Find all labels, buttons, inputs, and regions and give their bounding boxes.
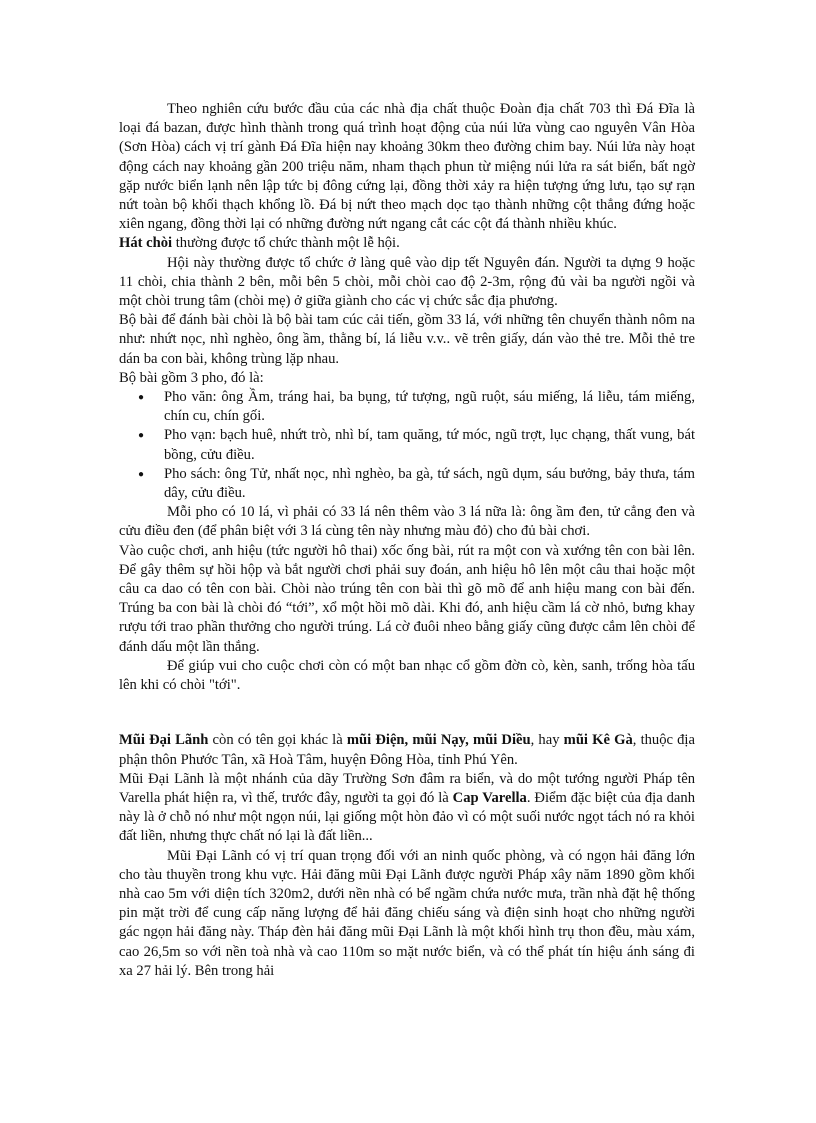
- paragraph-mui-dai-lanh: [119, 731, 695, 769]
- blank-space: [119, 695, 695, 731]
- list-item-text: Pho văn: ông Ầm, tráng hai, ba bụng, tứ tượng, ngũ ruột, sáu miếng, lá liễu, tám miếng, chín cu, chín gối.: [164, 389, 695, 425]
- paragraph-hat-choi-heading: [119, 234, 695, 253]
- paragraph-hoi: Hội này thường được tổ chức ở làng quê vào dịp tết Nguyên đán. Người ta dựng 9 hoặc 11 chòi, chia thành 2 bên, mỗi bên 5 chòi, mỗi chòi cao độ 2-3m, rộng đủ vài ba người ngồi và một chòi trung tâm (chòi mẹ) ở giữa giành cho các vị chức sắc địa phương.: [119, 254, 695, 310]
- list-item: [138, 388, 695, 426]
- paragraph-moi-pho: Mỗi pho có 10 lá, vì phải có 33 lá nên thêm vào 3 lá nữa là: ông ầm đen, tử cẳng đen và cửu điều đen (để phân biệt với 3 lá cùng tên này nhưng màu đỏ) cho đủ bài chơi.: [119, 504, 695, 540]
- hat-choi-bold: Hát chòi: [119, 235, 173, 252]
- list-item: [138, 465, 695, 503]
- text-run: , thuộc địa phận thôn Phước Tân, xã Hoà Tâm, huyện Đông Hòa, tỉnh Phú Yên.: [119, 732, 695, 768]
- paragraph-ban-nhac: Để giúp vui cho cuộc chơi còn có một ban nhạc cổ gồm đờn cò, kèn, sanh, trống hòa tấu lên khi có chòi "tới".: [119, 657, 695, 694]
- list-item: [138, 426, 695, 464]
- text-run: còn có tên gọi khác là: [208, 732, 347, 749]
- list-item-text: Pho sách: ông Tử, nhất nọc, nhì nghèo, ba gà, tứ sách, ngũ dụm, sáu bưởng, bảy thưa, tám dây, cửu điều.: [164, 465, 695, 502]
- alt-names-bold: mũi Điện, mũi Nạy, mũi Diều: [346, 732, 531, 749]
- text-run: . Điểm đặc biệt của địa danh này là ở chỗ nó như một ngọn núi, lại giống một hòn đảo vì có một suối nước ngọt tách nó ra khỏi đất liền, nhưng thực chất nó lại là đất liền...: [119, 789, 695, 845]
- list-item-text: Pho vạn: bạch huê, nhứt trò, nhì bí, tam quăng, tứ móc, ngũ trợt, lục chạng, thất vung, bát bồng, cửu điều.: [164, 427, 695, 463]
- paragraph-hai-dang: Mũi Đại Lãnh có vị trí quan trọng đối với an ninh quốc phòng, và có ngọn hải đăng lớn cho tàu thuyền trong khu vực. Hải đăng mũi Đại Lãnh được người Pháp xây năm 1890 gồm khối nhà cao 5m với diện tích 320m2, dưới nền nhà có bể ngầm chứa nước mưa, trần nhà đặt hệ thống pin mặt trời để cung cấp năng lượng để hải đăng chiếu sáng và điện sinh hoạt cho những người gác ngọn hải đăng này. Tháp đèn hải đăng mũi Đại Lãnh là một khối hình trụ thon đều, màu xám, cao 26,5m so với nền toà nhà và cao 110m so mặt nước biển, và có thể phát tín hiệu ánh sáng đi xa 27 hải lý. Bên trong hải: [119, 847, 695, 979]
- text-run: Mũi Đại Lãnh là một nhánh của dãy Trường Sơn đâm ra biển, và do một tướng người Pháp tên Varella phát hiện ra, vì thế, trước đây, người ta gọi đó là: [119, 770, 695, 806]
- cap-varella-bold: Cap Varella: [452, 789, 527, 806]
- bullet-icon: ●: [138, 392, 145, 404]
- paragraph-bo-bai-gom: Bộ bài gồm 3 pho, đó là:: [119, 369, 264, 386]
- paragraph-da-dia: Theo nghiên cứu bước đầu của các nhà địa chất thuộc Đoàn địa chất 703 thì Đá Đĩa là loại đá bazan, được hình thành trong quá trình hoạt động của núi lửa vùng cao nguyên Vân Hòa (Sơn Hòa) cách vị trí gành Đá Đĩa hiện nay khoảng 30km theo đường chim bay. Núi lửa này hoạt động cách nay khoảng gần 200 triệu năm, nham thạch phun từ miệng núi lửa ra sát biển, bất ngờ gặp nước biển lạnh nên lập tức bị đông cứng lại, đồng thời xảy ra hiện tượng ứng lưu, tạo sự rạn nứt toàn bộ khối thạch khổng lồ. Đá bị nứt theo mạch dọc tạo thành những cột thẳng đứng hoặc xiên ngang, đồng thời lại có những đường nứt ngang cắt các cột đá thành nhiều khúc.: [119, 101, 695, 233]
- mui-ke-ga-bold: mũi Kê Gà: [563, 732, 633, 749]
- bullet-icon: ●: [138, 430, 145, 442]
- paragraph-nhanh-truong-son: [119, 770, 695, 847]
- mui-dai-lanh-bold: Mũi Đại Lãnh: [119, 732, 209, 749]
- hat-choi-rest: thường được tổ chức thành một lễ hội.: [172, 235, 400, 252]
- bullet-icon: ●: [138, 468, 145, 480]
- paragraph-cuoc-choi: Vào cuộc chơi, anh hiệu (tức người hô thai) xốc ống bài, rút ra một con và xướng tên con bài lên. Để gây thêm sự hồi hộp và bắt người chơi phải suy đoán, anh hiệu hô lên một câu thai hoặc một câu ca dao có tên con bài. Chòi nào trúng tên con bài thì gõ mõ để anh hiệu mang con bài đến. Trúng ba con bài là chòi đó “tới”, xổ một hồi mõ dài. Khi đó, anh hiệu cầm lá cờ nhỏ, bưng khay rượu tới trao phần thưởng cho người trúng. Lá cờ đuôi nheo bằng giấy cũng được cắm lên chòi để đánh dấu một lần thắng.: [119, 542, 695, 655]
- paragraph-bo-bai: Bộ bài để đánh bài chòi là bộ bài tam cúc cải tiến, gồm 33 lá, với những tên chuyển thành nôm na như: nhứt nọc, nhì nghèo, ông ầm, thằng bí, lá liễu v.v.. vẽ trên giấy, dán vào thẻ tre. Mỗi thẻ tre dán ba con bài, không trùng lặp nhau.: [119, 312, 695, 367]
- pho-list: [119, 388, 695, 503]
- text-run: , hay: [530, 732, 564, 749]
- document-page: [119, 100, 695, 981]
